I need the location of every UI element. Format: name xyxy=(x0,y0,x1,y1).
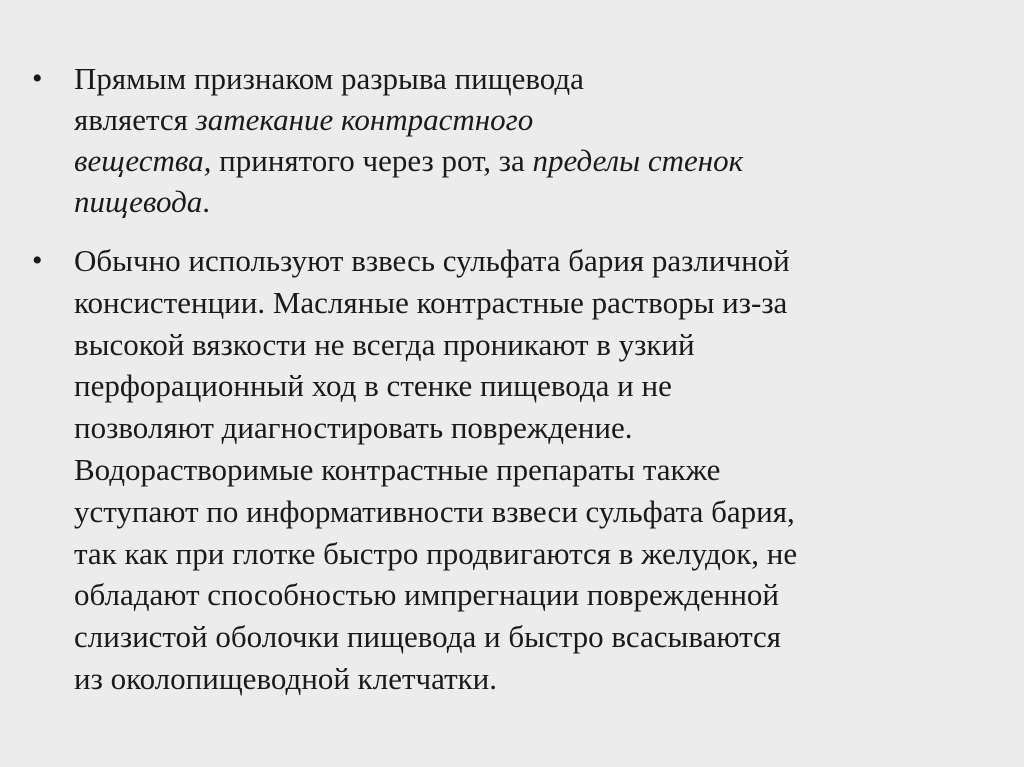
text-run: принятого через рот, за xyxy=(211,143,533,178)
bullet-2-line-3: высокой вязкости не всегда проникают в узкий xyxy=(74,326,695,362)
bullet-1-line-1 xyxy=(74,58,982,99)
bullet-1-line-2 xyxy=(74,99,982,140)
bullet-2-line-1: Обычно используют взвесь сульфата бария различной xyxy=(74,243,790,278)
bullet-2-line-2: консистенции. Масляные контрастные растворы из-за xyxy=(74,284,788,320)
bullet-dot-icon: • xyxy=(32,244,43,277)
bullet-dot-icon: • xyxy=(32,62,43,95)
bullet-2-line-10: слизистой оболочки пищевода и быстро всасываются xyxy=(74,619,782,655)
bullet-list xyxy=(32,58,982,700)
bullet-2-line-11: из околопищеводной клетчатки. xyxy=(74,660,498,696)
italic-run: пищевода xyxy=(74,184,203,219)
bullet-2-line-8: так как при глотке быстро продвигаются в желудок, не xyxy=(74,535,798,571)
bullet-item-2 xyxy=(32,240,982,700)
text-run: является xyxy=(74,102,196,137)
italic-run: пределы стенок xyxy=(532,143,744,178)
bullet-1-line-3 xyxy=(74,140,982,181)
text-run: . xyxy=(202,184,211,219)
bullet-2-line-6: Водорастворимые контрастные препараты также xyxy=(74,451,721,487)
italic-run: затекание контрастного xyxy=(195,102,534,137)
bullet-2-line-9: обладают способностью импрегнации поврежденной xyxy=(74,577,780,613)
bullet-item-1 xyxy=(32,58,982,222)
bullet-1-line-4 xyxy=(74,181,982,222)
bullet-2-line-5: позволяют диагностировать повреждение. xyxy=(74,410,633,446)
italic-run: вещества, xyxy=(74,143,212,178)
bullet-2-line-4: перфорационный ход в стенке пищевода и не xyxy=(74,368,672,404)
bullet-2-line-7: уступают по информативности взвеси сульфата бария, xyxy=(74,493,795,529)
text-run: Прямым признаком разрыва пищевода xyxy=(74,61,584,96)
